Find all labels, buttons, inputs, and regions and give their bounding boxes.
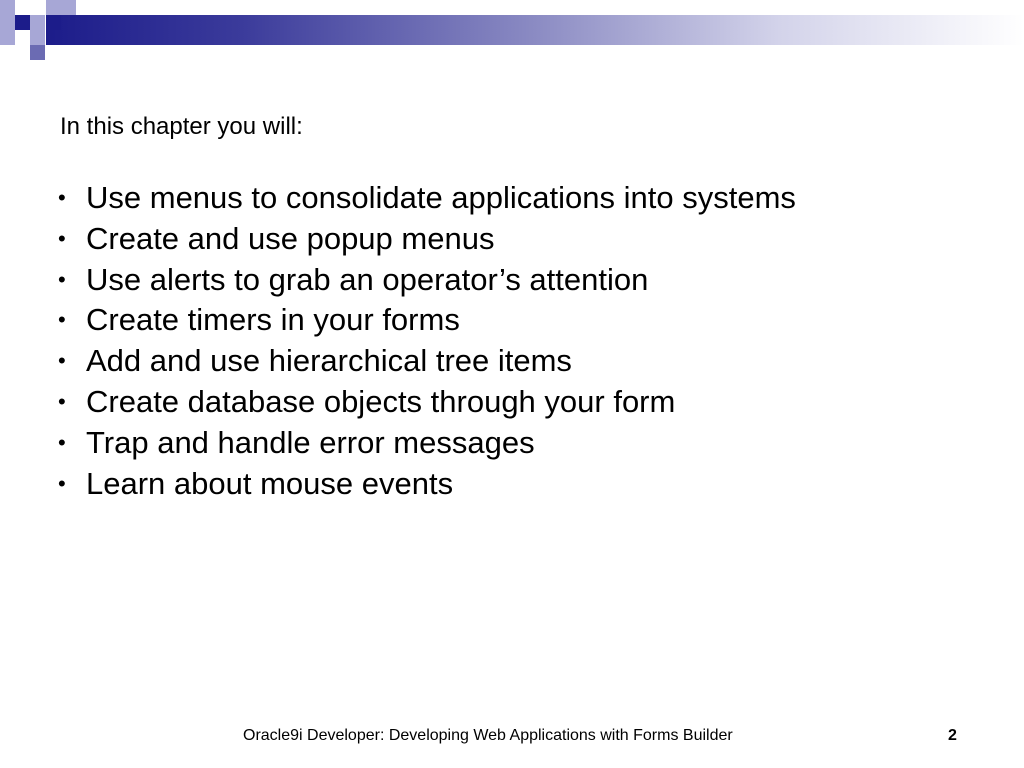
bullet-icon: • <box>58 307 66 333</box>
list-item-text: Use alerts to grab an operator’s attention <box>86 261 649 297</box>
footer-title: Oracle9i Developer: Developing Web Applications with Forms Builder <box>243 727 733 744</box>
decor-square <box>30 15 45 30</box>
list-item-text: Create database objects through your form <box>86 383 676 419</box>
list-item-text: Learn about mouse events <box>86 465 454 501</box>
list-item <box>58 464 796 505</box>
bullet-icon: • <box>58 348 66 374</box>
page-number: 2 <box>948 727 957 744</box>
bullet-icon: • <box>58 429 66 455</box>
decor-square <box>0 15 15 30</box>
list-item-text: Add and use hierarchical tree items <box>86 343 572 379</box>
list-item <box>58 178 796 219</box>
bullet-icon: • <box>58 470 66 496</box>
decor-square <box>30 30 45 45</box>
list-item <box>58 423 796 464</box>
list-item-text: Create timers in your forms <box>86 302 460 338</box>
bullet-icon: • <box>58 225 66 251</box>
bullet-icon: • <box>58 388 66 414</box>
list-item <box>58 219 796 260</box>
decor-square <box>15 15 30 30</box>
decor-square <box>0 0 15 15</box>
list-item-text: Create and use popup menus <box>86 220 495 256</box>
list-item-text: Trap and handle error messages <box>86 424 535 460</box>
decor-square <box>61 0 76 15</box>
intro-text: In this chapter you will: <box>60 113 303 140</box>
bullet-icon: • <box>58 266 66 292</box>
decor-square <box>46 15 61 30</box>
decor-square <box>30 45 45 60</box>
list-item-text: Use menus to consolidate applications into systems <box>86 180 796 215</box>
list-item <box>58 382 796 423</box>
decor-square <box>46 0 61 15</box>
header-gradient-bar <box>46 15 1024 45</box>
list-item <box>58 260 796 301</box>
decor-square <box>0 30 15 45</box>
list-item <box>58 300 796 341</box>
objectives-list <box>58 178 796 504</box>
list-item <box>58 341 796 382</box>
bullet-icon: • <box>58 185 66 210</box>
